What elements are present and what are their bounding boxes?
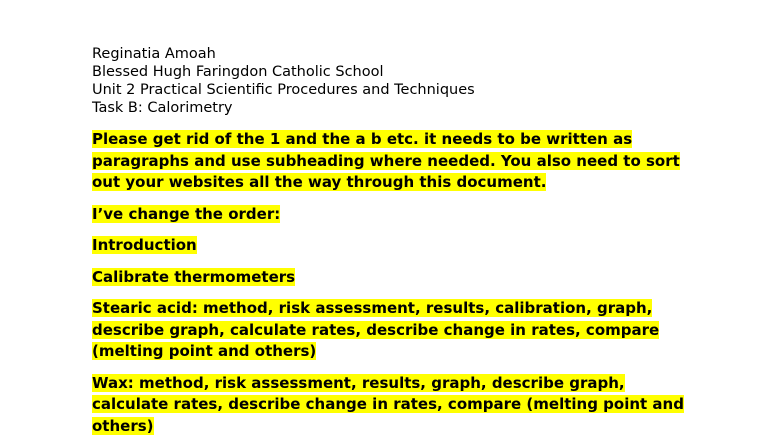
highlighted-text: Introduction (92, 236, 197, 254)
feedback-item-stearic-acid (92, 298, 692, 363)
highlighted-text: I’ve change the order: (92, 204, 281, 223)
feedback-item-wax (92, 373, 692, 438)
highlighted-text: Calibrate thermometers (92, 267, 296, 286)
author-name: Reginatia Amoah (92, 46, 216, 62)
highlighted-text: Stearic acid: method, risk assessment, results, calibration, graph, describe graph, calculate rates, describe change in rates, compare (melting point and others) (92, 299, 660, 360)
unit-title: Unit 2 Practical Scientific Procedures and Techniques (92, 82, 475, 98)
task-title: Task B: Calorimetry (92, 100, 233, 116)
feedback-item-calibrate (92, 267, 692, 289)
highlighted-text: Please get rid of the 1 and the a b etc. it needs to be written as paragraphs and use subheading where needed. You also need to sort out your websites all the way through this document. (92, 130, 680, 191)
feedback-paragraph-order (92, 204, 692, 226)
school-name: Blessed Hugh Faringdon Catholic School (92, 64, 384, 80)
highlighted-text: Wax: method, risk assessment, results, graph, describe graph, calculate rates, describe change in rates, compare (melting point and others) (92, 373, 684, 435)
document-page (92, 45, 692, 437)
feedback-item-introduction (92, 235, 692, 257)
feedback-paragraph-instructions (92, 129, 692, 194)
